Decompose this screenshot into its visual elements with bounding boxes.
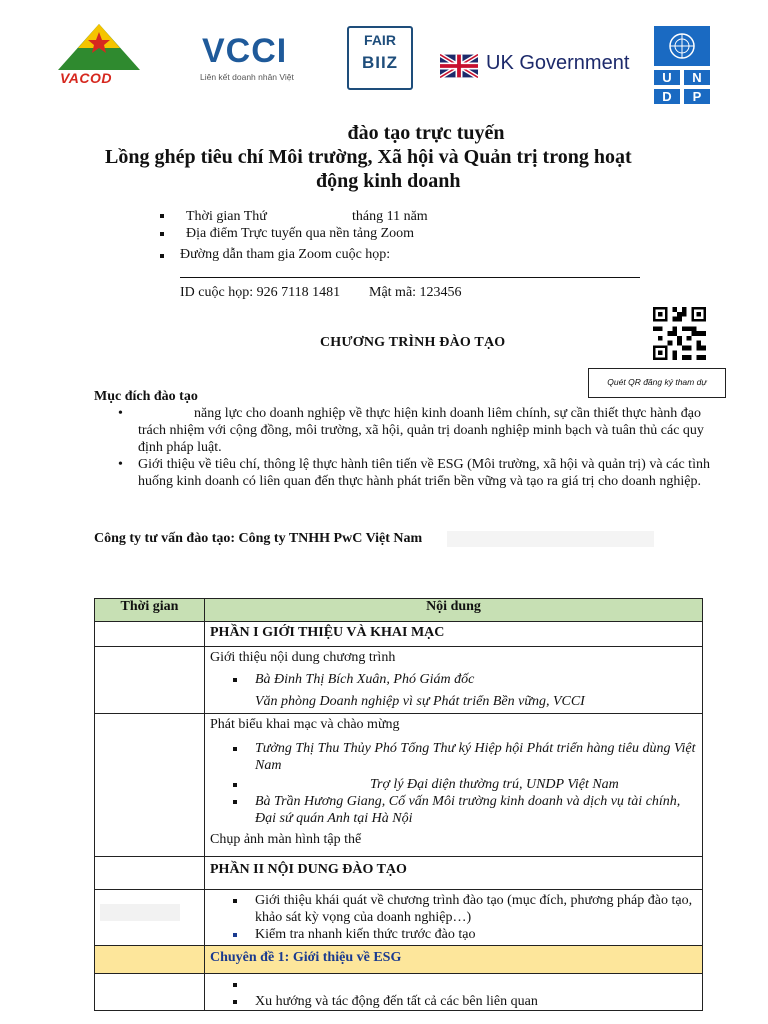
undp-letter-d: D: [654, 89, 680, 104]
p2-items-cell: [205, 890, 703, 946]
title-line-1: đào tạo trực tuyến: [347, 122, 505, 144]
p2-item-1: Giới thiệu khái quát về chương trình đào tạo (mục đích, phương pháp đào tạo, khảo sát kỳ vọng của doanh nghiệp…): [210, 892, 697, 926]
vacod-logo: [54, 22, 144, 86]
purpose-item: [94, 405, 714, 456]
zoom-link-underline: [180, 277, 640, 278]
time-cell: [95, 857, 205, 890]
time-month: tháng 11 năm: [352, 209, 428, 224]
meeting-id: ID cuộc họp: 926 7118 1481: [180, 285, 341, 300]
meeting-password: Mật mã: 123456: [369, 285, 462, 300]
part2-heading: PHẦN II NỘI DUNG ĐÀO TẠO: [205, 857, 703, 890]
undp-letter-p: P: [684, 89, 710, 104]
p2-item-2: Kiểm tra nhanh kiến thức trước đào tạo: [210, 926, 697, 943]
purpose-item-text: năng lực cho doanh nghiệp về thực hiện kinh doanh liêm chính, sự cần thiết thực hành đạo trách nhiệm với cộng đồng, môi trường, xã hội, quản trị doanh nghiệp minh bạch và tuân thủ các quy định pháp luật.: [138, 406, 704, 455]
title-line-2: Lồng ghép tiêu chí Môi trường, Xã hội và Quản trị trong hoạt: [105, 146, 632, 168]
table-row: [95, 622, 703, 647]
intro-speaker: Bà Đinh Thị Bích Xuân, Phó Giám đốc: [210, 671, 697, 689]
redacted-area: [447, 531, 654, 547]
time-cell: [95, 714, 205, 857]
header-time: Thời gian: [95, 599, 205, 622]
bullet-dot-icon: •: [118, 457, 123, 472]
intro-cell: [205, 647, 703, 714]
qr-caption: Quét QR đăng ký tham dự: [588, 368, 726, 398]
vcci-logo: [198, 34, 303, 86]
uk-government-logo: [440, 52, 636, 80]
topic1-items-cell: [205, 974, 703, 1011]
fairbiz-logo: [347, 26, 413, 90]
header-content: Nội dung: [205, 599, 703, 622]
time-cell: [95, 946, 205, 974]
place-text: Địa điểm Trực tuyến qua nền tảng Zoom: [186, 226, 415, 241]
fairbiz-line1: FAIR: [364, 32, 396, 48]
vcci-tagline: Liên kết doanh nhân Việt: [200, 72, 294, 82]
vcci-wordmark: VCCI: [202, 32, 288, 70]
undp-logo: [654, 26, 710, 104]
uk-government-text: UK Government: [486, 52, 630, 74]
photo-text: Chụp ảnh màn hình tập thể: [210, 832, 362, 847]
union-jack-icon: [440, 54, 478, 78]
topic1-heading: Chuyên đề 1: Giới thiệu về ESG: [205, 946, 703, 974]
intro-office: Văn phòng Doanh nghiệp vì sự Phát triển Bền vững, VCCI: [255, 694, 585, 709]
time-label: Thời gian Thứ: [186, 209, 267, 224]
topic1-item: Xu hướng và tác động đến tất cả các bên liên quan: [210, 993, 697, 1010]
program-title: CHƯƠNG TRÌNH ĐÀO TẠO: [320, 335, 506, 350]
undp-letter-u: U: [654, 70, 680, 85]
zoom-link-label: Đường dẫn tham gia Zoom cuộc họp:: [180, 247, 391, 262]
time-cell: [95, 622, 205, 647]
opening-cell: [205, 714, 703, 857]
purpose-item-text: Giới thiệu về tiêu chí, thông lệ thực hành tiên tiến về ESG (Môi trường, xã hội và quản trị) và các tình huống kinh doanh có liên quan đến thực hành phát triển bền vững và tạo ra giá trị cho doanh nghiệp.: [138, 457, 710, 489]
fairbiz-line2: BIIZ: [361, 53, 399, 72]
purpose-heading: Mục đích đào tạo: [94, 389, 198, 404]
info-bullet: [160, 214, 164, 218]
time-cell: [95, 890, 205, 946]
time-cell: [95, 647, 205, 714]
bullet-dot-icon: •: [118, 406, 123, 421]
speaker-2: Trợ lý Đại diện thường trú, UNDP Việt Nam: [210, 776, 697, 793]
table-row: [95, 714, 703, 857]
intro-text: Giới thiệu nội dung chương trình: [210, 650, 396, 665]
redacted-time: [100, 904, 180, 921]
vacod-emblem-icon: [54, 22, 144, 72]
vacod-wordmark: VACOD: [60, 70, 113, 86]
table-row: [95, 890, 703, 946]
info-bullet: [160, 232, 164, 236]
time-cell: [95, 974, 205, 1011]
purpose-item: [94, 456, 714, 490]
topic1-blank-item: [210, 976, 697, 993]
purpose-list: [94, 405, 714, 490]
info-bullet: [160, 254, 164, 258]
training-company: Công ty tư vấn đào tạo: Công ty TNHH PwC Việt Nam: [94, 531, 423, 546]
table-header-row: [95, 599, 703, 622]
undp-letter-n: N: [684, 70, 710, 85]
title-line-3: động kinh doanh: [316, 170, 461, 192]
schedule-table: [94, 598, 703, 1011]
un-emblem-icon: [654, 26, 710, 66]
opening-text: Phát biểu khai mạc và chào mừng: [210, 717, 400, 732]
table-row: [95, 857, 703, 890]
speaker-3: Bà Trần Hương Giang, Cố vấn Môi trường kinh doanh và dịch vụ tài chính, Đại sứ quán Anh tại Hà Nội: [210, 793, 697, 827]
qr-code-icon[interactable]: [652, 307, 707, 360]
topic-row: [95, 946, 703, 974]
table-row: [95, 974, 703, 1011]
table-row: [95, 647, 703, 714]
part1-heading: PHẦN I GIỚI THIỆU VÀ KHAI MẠC: [205, 622, 703, 647]
speaker-1: Tưởng Thị Thu Thủy Phó Tổng Thư ký Hiệp hội Phát triển hàng tiêu dùng Việt Nam: [210, 740, 697, 774]
